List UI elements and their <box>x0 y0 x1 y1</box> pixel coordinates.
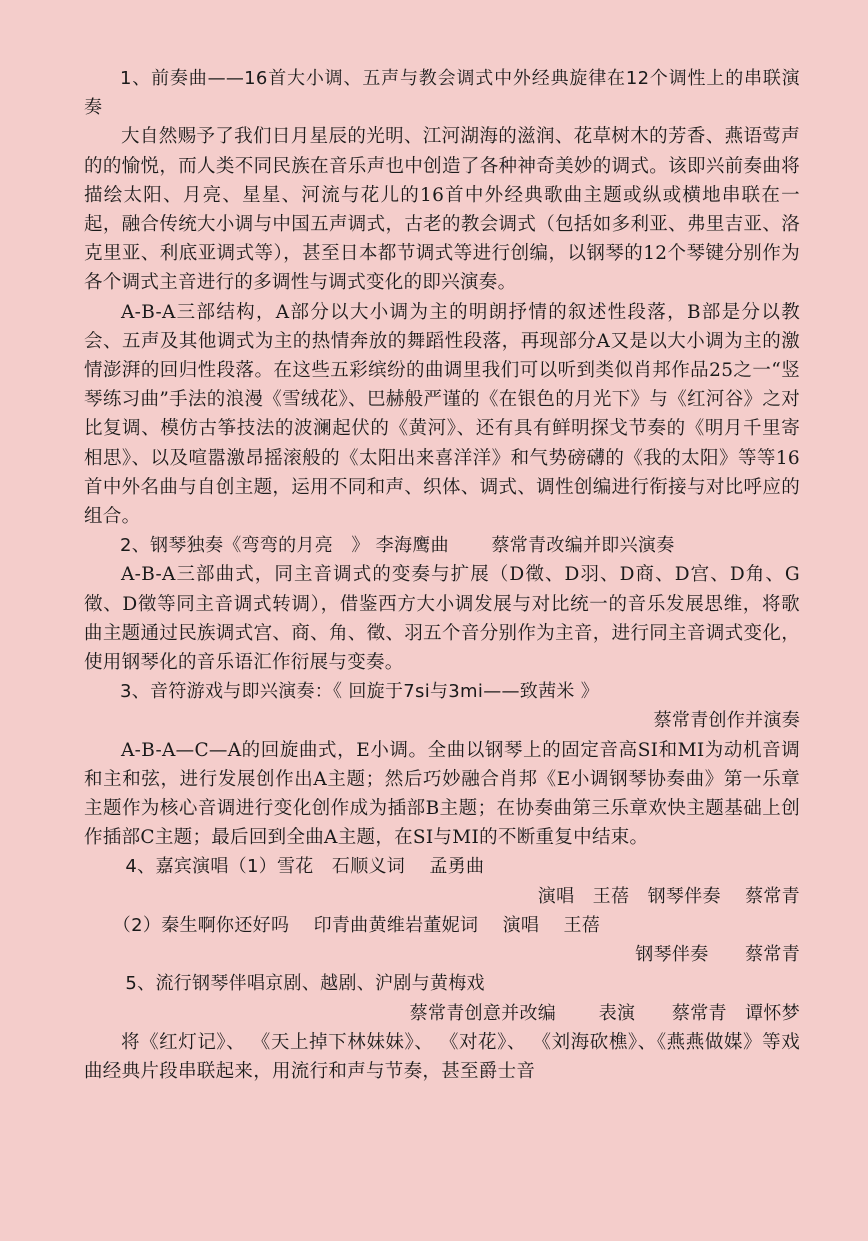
section-3-title: 3、音符游戏与即兴演奏：《 回旋于7si与3mi——致茜米 》 <box>120 681 600 703</box>
section-1-paragraph-1: 大自然赐予了我们日月星辰的光明、江河湖海的滋润、花草树木的芳香、燕语莺声的的愉悦，而人类不同民族在音乐声也中创造了各种神奇美妙的调式。该即兴前奏曲将描绘太阳、月亮、星星、河流与花儿的16首中外经典歌曲主题或纵或横地串联在一起，融合传统大小调与中国五声调式，古老的教会调式（包括如多利亚、弗里吉亚、洛克里亚、利底亚调式等），甚至日本都节调式等进行创编，以钢琴的12个琴键分别作为各个调式主音进行的多调性与调式变化的即兴演奏。 <box>84 126 800 294</box>
section-5-credit: 蔡常青创意并改编 表演 蔡常青 谭怀梦 <box>409 1002 800 1024</box>
section-1-title: 1、前奏曲——16首大小调、五声与教会调式中外经典旋律在12个调性上的串联演奏 <box>84 68 800 119</box>
section-5-paragraph-1: 将《红灯记》、 《天上掉下林妹妹》、 《对花》、 《刘海砍樵》、《燕燕做媒》等戏曲经典片段串联起来，用流行和声与节奏，甚至爵士音 <box>84 1031 800 1082</box>
section-4-title: 4、嘉宾演唱（1）雪花 石顺义词 孟勇曲 <box>125 856 485 878</box>
section-4-credit-1: 演唱 王蓓 钢琴伴奏 蔡常青 <box>537 885 800 907</box>
section-4-song-2: （2）秦生啊你还好吗 印青曲黄维岩董妮词 演唱 王蓓 <box>112 914 601 936</box>
section-1-paragraph-2: A-B-A三部结构，A部分以大小调为主的明朗抒情的叙述性段落，B部是分以教会、五声及其他调式为主的热情奔放的舞蹈性段落，再现部分A又是以大小调为主的激情澎湃的回归性段落。在这些五彩缤纷的曲调里我们可以听到类似肖邦作品25之一“竖琴练习曲”手法的浪漫《雪绒花》、巴赫般严谨的《在银色的月光下》与《红河谷》之对比复调、模仿古筝技法的波澜起伏的《黄河》、还有具有鲜明探戈节奏的《明月千里寄相思》、以及喧嚣激昂摇滚般的《太阳出来喜洋洋》和气势磅礴的《我的太阳》等等16首中外名曲与自创主题，运用不同和声、织体、调式、调性创编进行衔接与对比呼应的组合。 <box>84 301 800 528</box>
section-5-title: 5、流行钢琴伴唱京剧、越剧、沪剧与黄梅戏 <box>125 973 485 995</box>
section-2-title: 2、钢琴独奏《弯弯的月亮 》 李海鹰曲 蔡常青改编并即兴演奏 <box>120 535 675 557</box>
section-2-paragraph-1: A-B-A三部曲式，同主音调式的变奏与扩展（D徵、D羽、D商、D宫、D角、G徵、D徵等同主音调式转调），借鉴西方大小调发展与对比统一的音乐发展思维，将歌曲主题通过民族调式宫、商、角、徵、羽五个音分别作为主音，进行同主音调式变化，使用钢琴化的音乐语汇作衍展与变奏。 <box>84 564 800 674</box>
program-notes-page <box>84 64 800 1086</box>
section-4-credit-2: 钢琴伴奏 蔡常青 <box>635 944 800 966</box>
section-3-paragraph-1: A-B-A—C—A的回旋曲式，E小调。全曲以钢琴上的固定音高SI和MI为动机音调和主和弦，进行发展创作出A主题；然后巧妙融合肖邦《E小调钢琴协奏曲》第一乐章主题作为核心音调进行变化创作成为插部B主题；在协奏曲第三乐章欢快主题基础上创作插部C主题；最后回到全曲A主题，在SI与MI的不断重复中结束。 <box>84 739 800 849</box>
section-3-credit: 蔡常青创作并演奏 <box>653 710 800 732</box>
